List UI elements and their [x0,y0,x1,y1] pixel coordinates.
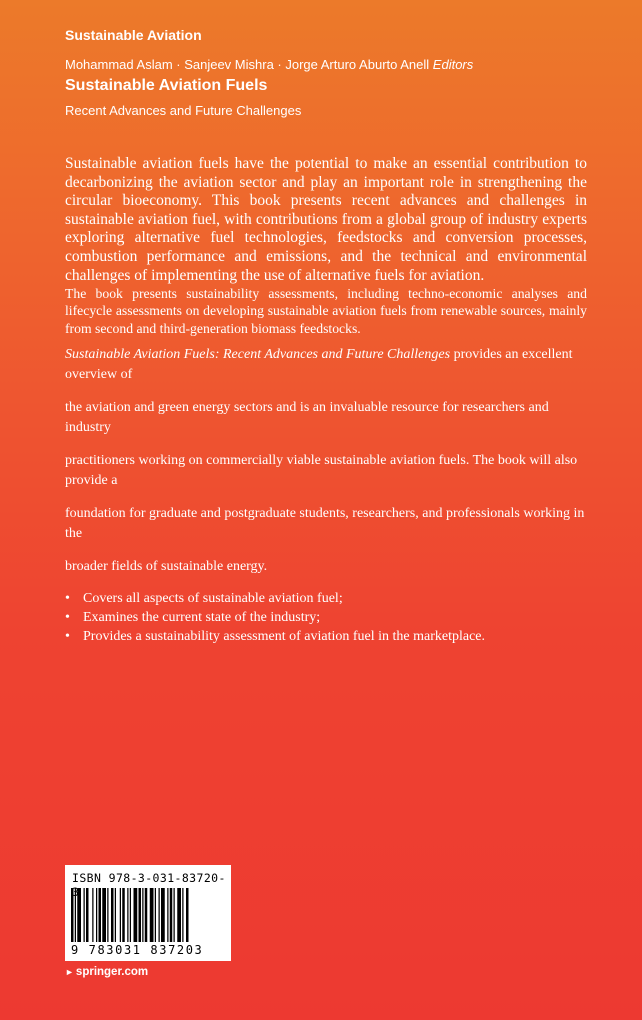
feature-list-item [65,608,587,627]
blurb-paragraph-4: practitioners working on commercially viable sustainable aviation fuels. The book will also provide a [65,452,578,489]
feature-list-item [65,589,587,608]
editor-names: Mohammad Aslam · Sanjeev Mishra · Jorge Arturo Aburto Anell [65,57,430,72]
publisher-url: springer.com [75,966,149,978]
blurb-paragraph-5: foundation for graduate and postgraduate students, researchers, and professionals working in the [65,505,585,542]
blurb [65,155,587,646]
barcode-icon [71,888,225,942]
isbn-label: ISBN 978-3-031-83720- [72,871,226,885]
feature-list-item [65,627,587,646]
feature-list [65,589,587,646]
publisher-link[interactable] [65,966,148,978]
bullet-icon: • [65,610,70,626]
feature-list-item-text: Covers all aspects of sustainable aviation fuel; [83,591,343,607]
series-name: Sustainable Aviation [65,27,202,43]
feature-list-item-text: Provides a sustainability assessment of aviation fuel in the marketplace. [83,629,486,645]
feature-list-item-text: Examines the current state of the industry; [83,610,321,626]
blurb-paragraph-3: the aviation and green energy sectors and is an invaluable resource for researchers and industry [65,399,549,436]
bullet-icon: • [65,591,70,607]
book-subtitle: Recent Advances and Future Challenges [65,103,302,118]
arrow-right-icon: ► [65,967,74,977]
blurb-book-title-italic: Sustainable Aviation Fuels: Recent Advances and Future Challenges [65,346,451,362]
blurb-paragraph-1b: The book presents sustainability assessments, including techno-economic analyses and lifecycle assessments on developing sustainable aviation fuels from renewable sources, mainly from second and third-generation biomass feedstocks. [65,286,587,336]
editor-role: Editors [432,57,474,72]
book-title: Sustainable Aviation Fuels [65,77,268,94]
blurb-paragraph-1: Sustainable aviation fuels have the potential to make an essential contribution to decarbonizing the aviation sector and play an important role in strengthening the circular bioeconomy. This book presents recent advances and challenges in sustainable aviation fuel, with contributions from a global group of industry experts exploring alternative fuel technologies, feedstocks and conversion processes, combustion performance and emissions, and the technical and environmental challenges of implementing the use of alternative fuels for aviation. [65,155,587,284]
ean-digits: 9 783031 837203 [71,943,204,957]
blurb-paragraph-2 [65,345,587,386]
blurb-paragraph-6: broader fields of sustainable energy. [65,558,268,574]
bullet-icon: • [65,629,70,645]
editors-line [65,57,473,72]
barcode-box [65,865,231,961]
blurb-paragraph-2-rest: provides an excellent overview of [65,346,573,383]
